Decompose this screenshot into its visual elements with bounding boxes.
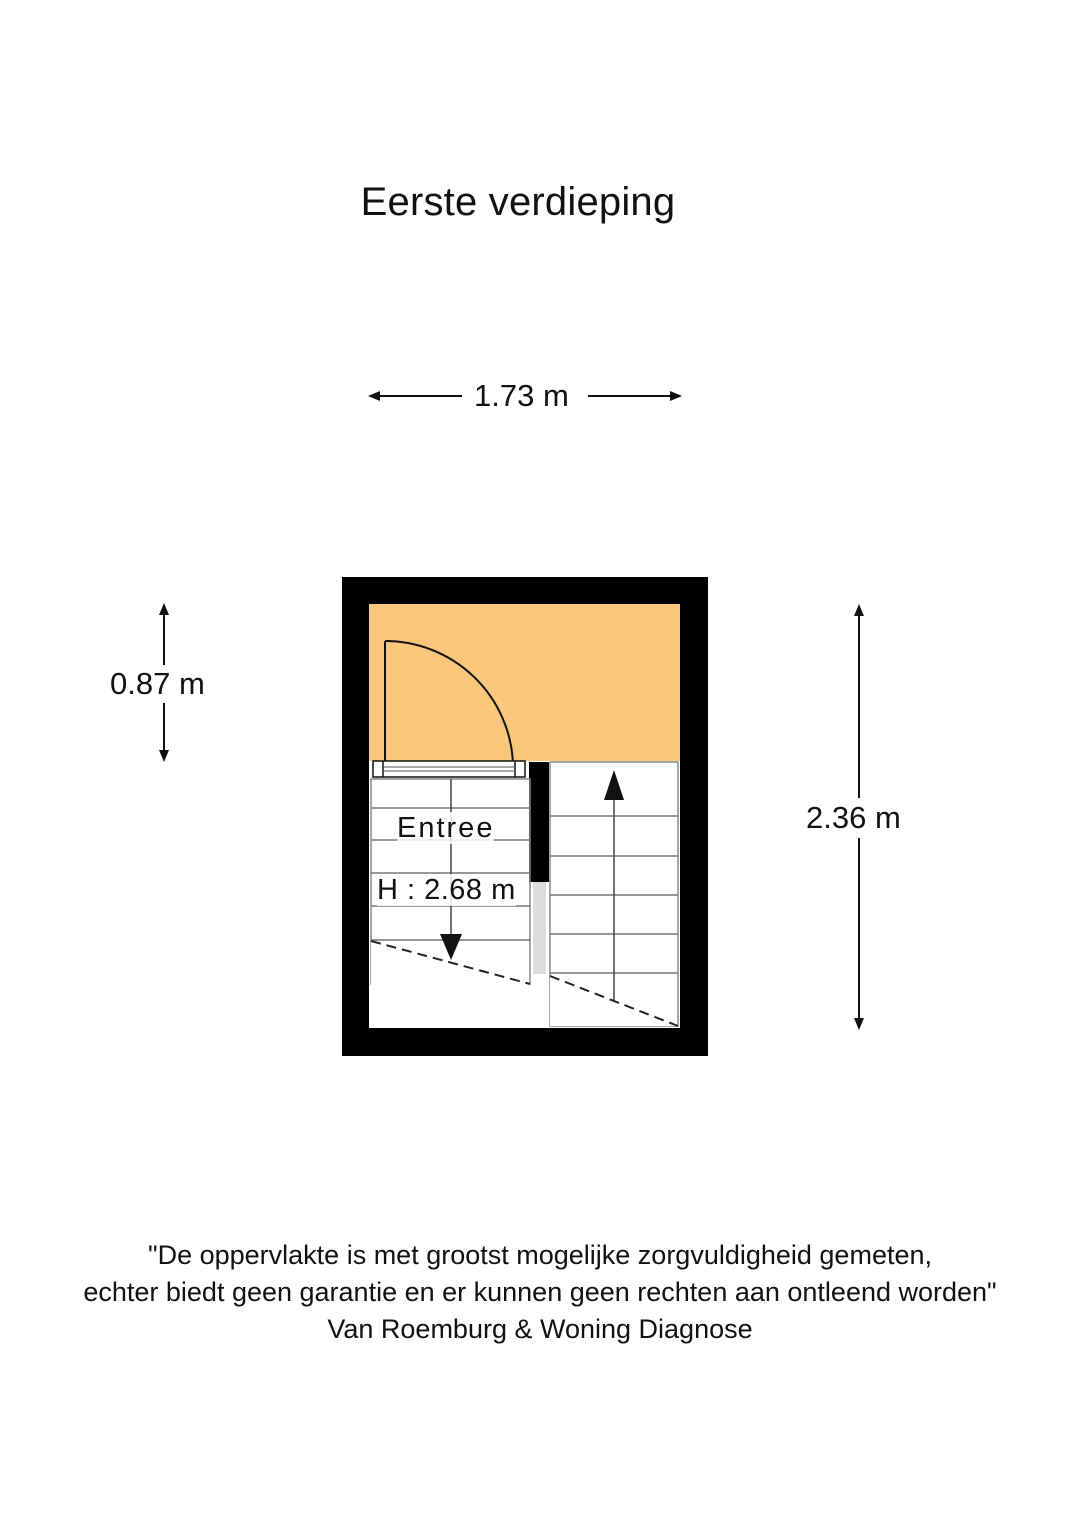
partition-low-wall [533,882,546,974]
partition-wall [529,762,549,882]
dimension-width-label: 1.73 m [470,378,573,414]
floor-title: Eerste verdieping [360,180,676,224]
disclaimer-line-2: echter biedt geen garantie en er kunnen geen rechten aan ontleend worden" [83,1277,997,1307]
disclaimer-credit: Van Roemburg & Woning Diagnose [327,1314,753,1344]
door-frame [373,761,525,777]
room-height-label: H : 2.68 m [377,874,516,906]
room-fill [369,604,680,761]
room-name-label: Entree [397,812,495,844]
dimension-total-height-label: 2.36 m [806,800,901,835]
disclaimer-line-1: "De oppervlakte is met grootst mogelijke zorgvuldigheid gemeten, [148,1240,932,1270]
dimension-upper-height-label: 0.87 m [110,666,205,701]
disclaimer-text [0,1237,1080,1348]
